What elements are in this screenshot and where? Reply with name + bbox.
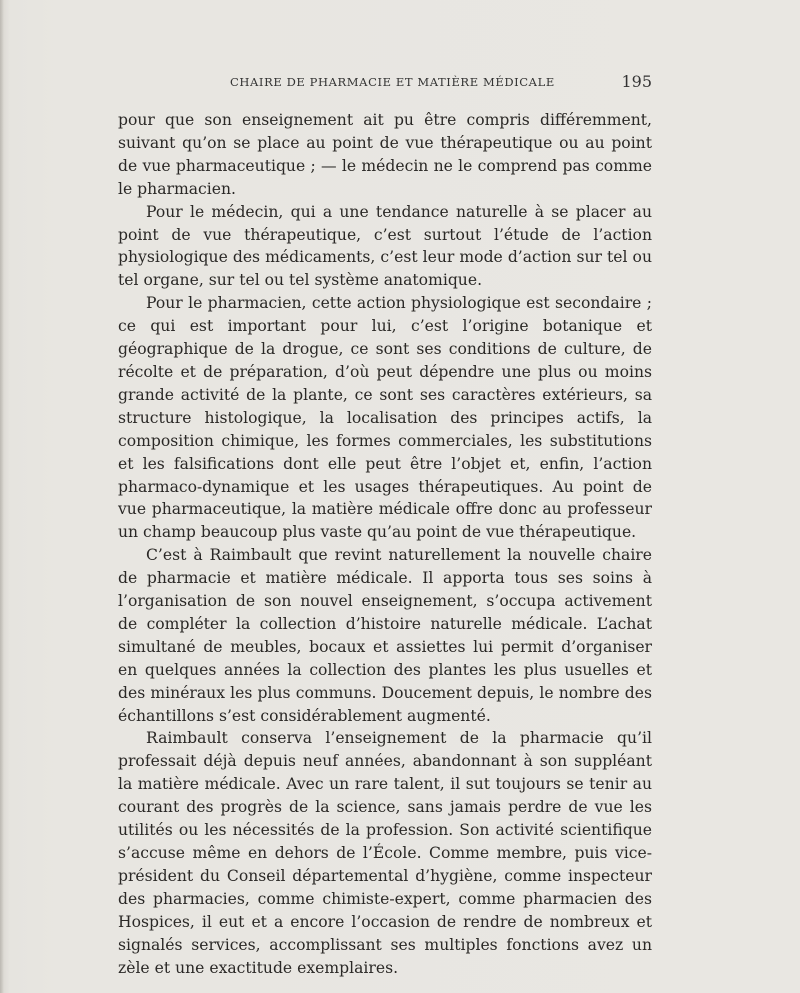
paragraph-3: Pour le pharmacien, cette action physiologique est secondaire ; ce qui est important pour lui, c’est l’origine botanique et géographique de la drogue, ce sont ses conditions de culture, de récolte et de préparation, d’où peut dépendre une plus ou moins grande activité de la plante, ce sont ses caractères extérieurs, sa structure histologique, la localisation des principes actifs, la composition chimique, les formes commerciales, les substitutions et les falsifications dont elle peut être l’objet et, enfin, l’action pharmaco-dynamique et les usages thérapeutiques. Au point de vue pharmaceutique, la matière médicale offre donc au professeur un champ beaucoup plus vaste qu’au point de vue thérapeutique. [118, 294, 652, 542]
body-text [118, 109, 652, 979]
running-title: CHAIRE DE PHARMACIE ET MATIÈRE MÉDICALE [230, 75, 555, 89]
paragraph-4: C’est à Raimbault que revint naturellement la nouvelle chaire de pharmacie et matière médicale. Il apporta tous ses soins à l’organisation de son nouvel enseignement, s’occupa activement de compléter la collection d’histoire naturelle médicale. L’achat simultané de meubles, bocaux et assiettes lui permit d’organiser en quelques années la collection des plantes les plus usuelles et des minéraux les plus communs. Doucement depuis, le nombre des échantillons s’est considérablement augmenté. [118, 546, 652, 725]
paragraph-2: Pour le médecin, qui a une tendance naturelle à se placer au point de vue thérapeutique, c’est surtout l’étude de l’action physiologique des médicaments, c’est leur mode d’action sur tel ou tel organe, sur tel ou tel système anatomique. [118, 202, 652, 290]
page-binding-edge [0, 0, 4, 993]
page-number: 195 [621, 72, 652, 91]
paragraph-5: Raimbault conserva l’enseignement de la pharmacie qu’il professait déjà depuis neuf années, abandonnant à son suppléant la matière médicale. Avec un rare talent, il sut toujours se tenir au courant des progrès de la science, sans jamais perdre de vue les utilités ou les nécessités de la profession. Son activité scientifique s’accuse même en dehors de l’École. Comme membre, puis vice-président du Conseil départemental d’hygiène, comme inspecteur des pharmacies, comme chimiste-expert, comme pharmacien des Hospices, il eut et a encore l’occasion de rendre de nombreux et signalés services, accomplissant ses multiples fonctions avez un zèle et une exactitude exemplaires. [118, 729, 652, 977]
running-head [118, 72, 652, 96]
paragraph-1: pour que son enseignement ait pu être compris différemment, suivant qu’on se place au point de vue thérapeutique ou au point de vue pharmaceutique ; — le médecin ne le comprend pas comme le pharmacien. [118, 111, 652, 198]
